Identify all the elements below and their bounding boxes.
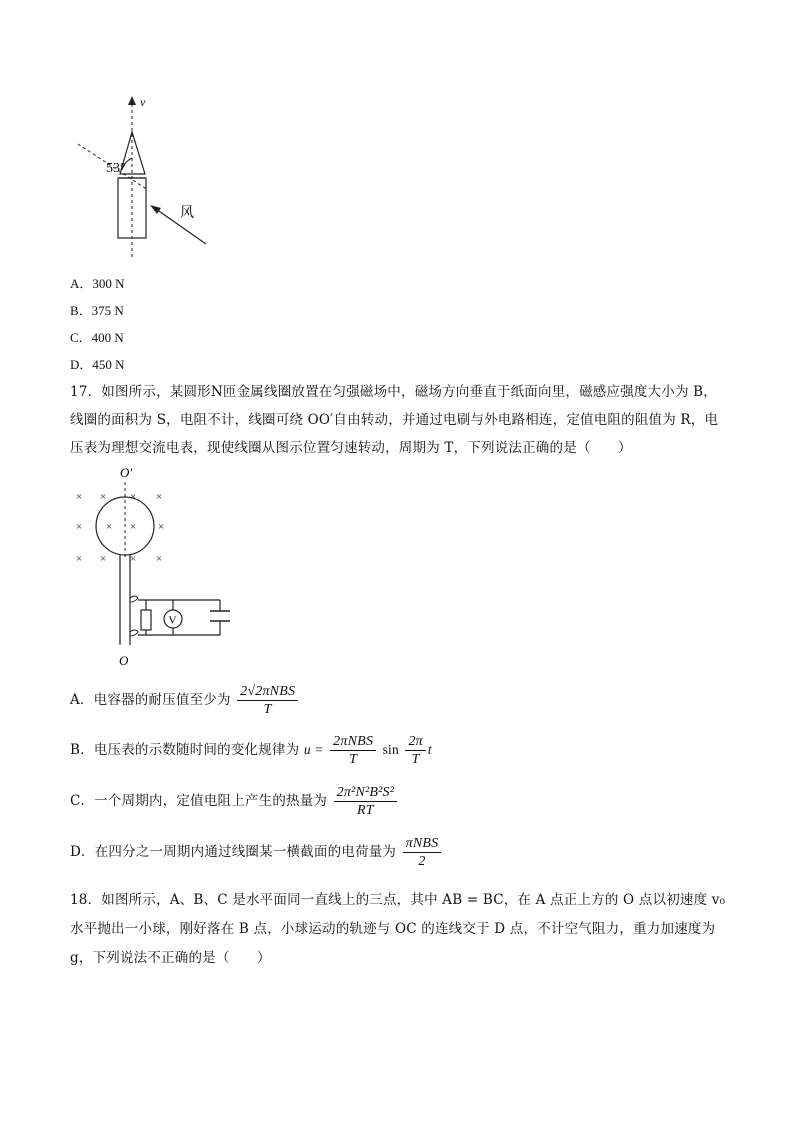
fraction: $\frac{\text{2πNBS}}{T}$ bbox=[330, 733, 376, 768]
svg-text:×: × bbox=[100, 553, 107, 565]
svg-text:×: × bbox=[156, 491, 163, 503]
q16-option-a[interactable]: A．300 N bbox=[70, 276, 125, 291]
q17-stem-line3: 压表为理想交流电表，现使线圈从图示位置匀速转动，周期为 T，下列说法正确的是（ ） bbox=[70, 440, 632, 456]
svg-text:×: × bbox=[76, 553, 83, 565]
svg-text:×: × bbox=[76, 521, 83, 533]
q16-option-c[interactable]: C．400 N bbox=[70, 330, 124, 345]
svg-text:×: × bbox=[156, 553, 163, 565]
angle-label: 53° bbox=[106, 161, 126, 176]
q17-stem-line1: 17．如图所示，某圆形N匝金属线圈放置在匀强磁场中，磁场方向垂直于纸面向里，磁感应强度大小为 B， bbox=[70, 384, 718, 400]
q17-option-c[interactable]: C．一个周期内，定值电阻上产生的热量为 $\frac{\text{2π²N²B²S²}}{RT}$ bbox=[70, 784, 399, 819]
svg-text:×: × bbox=[76, 491, 83, 503]
axis-bottom-label: O bbox=[119, 653, 129, 668]
q17-option-a[interactable]: A．电容器的耐压值至少为 $\frac{\text{2√2πNBS}}{T}$ bbox=[70, 683, 300, 718]
svg-text:×: × bbox=[100, 491, 107, 503]
q18-stem-line3: g，下列说法不正确的是（ ） bbox=[70, 950, 271, 966]
voltmeter-label: V bbox=[168, 614, 177, 627]
svg-text:×: × bbox=[106, 521, 113, 533]
wind-label: 风 bbox=[180, 206, 194, 221]
q16-option-d[interactable]: D．450 N bbox=[70, 357, 125, 372]
velocity-label: v bbox=[140, 95, 146, 109]
velocity-arrow-icon bbox=[128, 96, 136, 105]
svg-text:×: × bbox=[130, 553, 137, 565]
fraction: $\frac{\text{2√2πNBS}}{T}$ bbox=[237, 683, 298, 718]
rocket-wind-figure bbox=[70, 92, 220, 257]
coil-circuit-figure bbox=[70, 460, 240, 670]
svg-text:×: × bbox=[158, 521, 165, 533]
svg-text:×: × bbox=[130, 521, 137, 533]
q17-option-d[interactable]: D．在四分之一周期内通过线圈某一横截面的电荷量为 $\frac{\text{πNBS}}{2}$ bbox=[70, 835, 443, 870]
axis-top-label: O′ bbox=[120, 465, 133, 480]
q17-option-b[interactable]: B．电压表的示数随时间的变化规律为 u = $\frac{\text{2πNBS}}{T}$ sin $\frac{2\pi}{T}$ t bbox=[70, 734, 432, 767]
fraction: $\frac{\text{2π²N²B²S²}}{RT}$ bbox=[334, 784, 398, 819]
svg-text:×: × bbox=[130, 491, 137, 503]
q18-stem-line2: 水平抛出一小球，刚好落在 B 点，小球运动的轨迹与 OC 的连线交于 D 点，不计空气阻力，重力加速度为 bbox=[70, 921, 716, 937]
fraction: $\frac{\text{πNBS}}{2}$ bbox=[403, 835, 442, 870]
resistor bbox=[141, 610, 151, 630]
q18-stem-line1: 18．如图所示，A、B、C 是水平面同一直线上的三点，其中 AB = BC，在 A 点正上方的 O 点以初速度 v₀ bbox=[70, 892, 726, 908]
q16-option-b[interactable]: B．375 N bbox=[70, 303, 124, 318]
fraction: $\frac{2\pi}{T}$ bbox=[405, 733, 425, 768]
wind-arrow-icon bbox=[150, 205, 161, 214]
q17-stem-line2: 线圈的面积为 S，电阻不计，线圈可绕 OO′自由转动，并通过电刷与外电路相连，定值电阻的阻值为 R，电 bbox=[70, 412, 719, 428]
